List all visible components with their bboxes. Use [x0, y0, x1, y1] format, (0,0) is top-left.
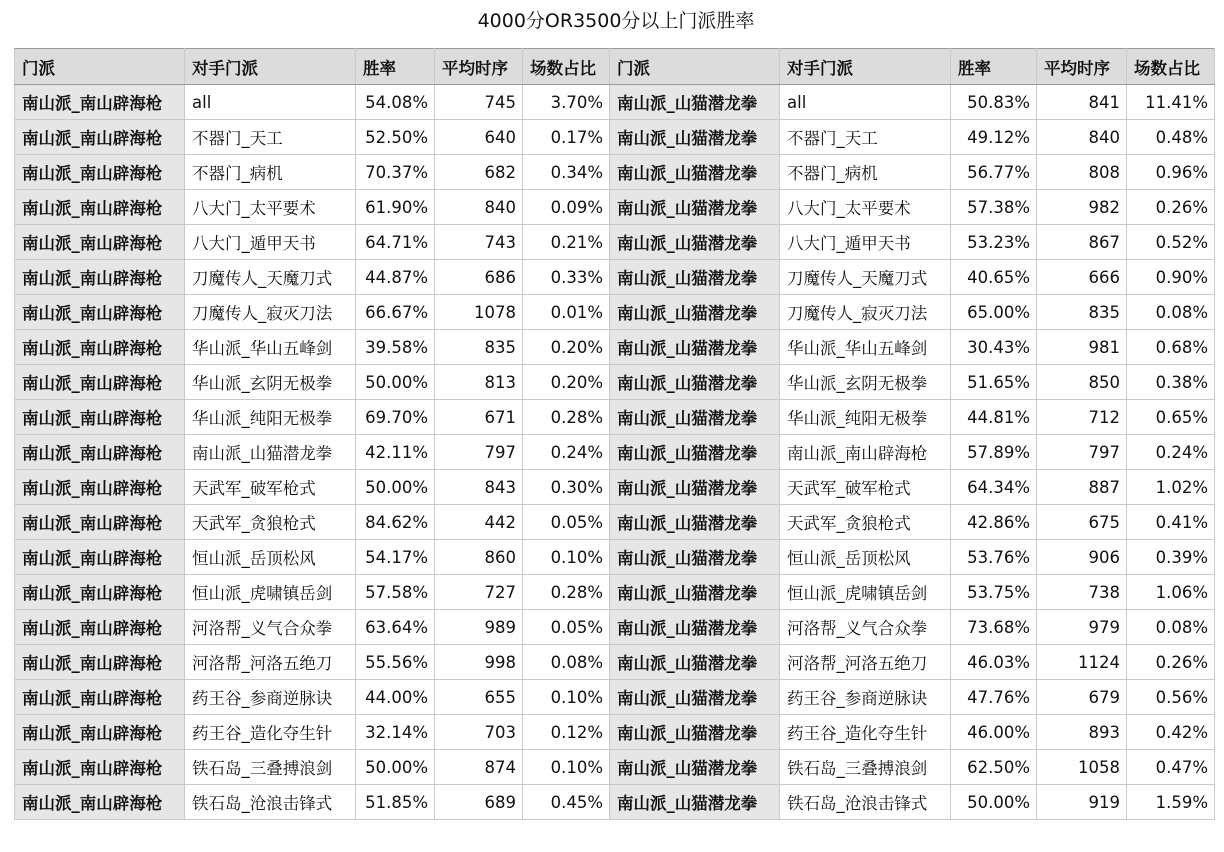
column-header-avg-time: 平均时序: [435, 49, 523, 85]
right-avg-time-cell: 867: [1037, 225, 1127, 260]
table-row: [15, 505, 1215, 540]
left-win-rate-cell: 51.85%: [356, 785, 435, 820]
right-opponent-cell: 天武军_贪狼枪式: [780, 505, 951, 540]
table-row: [15, 155, 1215, 190]
right-match-share-cell: 0.24%: [1127, 435, 1215, 470]
right-sect-cell: 南山派_山猫潜龙拳: [610, 330, 780, 365]
right-opponent-cell: 河洛帮_河洛五绝刀: [780, 645, 951, 680]
right-sect-cell: 南山派_山猫潜龙拳: [610, 680, 780, 715]
left-win-rate-cell: 57.58%: [356, 575, 435, 610]
left-match-share-cell: 0.12%: [523, 715, 610, 750]
left-match-share-cell: 0.28%: [523, 400, 610, 435]
left-match-share-cell: 0.05%: [523, 610, 610, 645]
right-opponent-cell: 不器门_病机: [780, 155, 951, 190]
right-opponent-cell: 八大门_太平要术: [780, 190, 951, 225]
right-win-rate-cell: 64.34%: [951, 470, 1037, 505]
left-win-rate-cell: 44.00%: [356, 680, 435, 715]
right-sect-cell: 南山派_山猫潜龙拳: [610, 540, 780, 575]
column-header-win-rate: 胜率: [951, 49, 1037, 85]
right-avg-time-cell: 841: [1037, 85, 1127, 120]
left-opponent-cell: 华山派_华山五峰剑: [185, 330, 356, 365]
right-opponent-cell: 南山派_南山辟海枪: [780, 435, 951, 470]
left-avg-time-cell: 689: [435, 785, 523, 820]
right-match-share-cell: 0.65%: [1127, 400, 1215, 435]
left-opponent-cell: 八大门_遁甲天书: [185, 225, 356, 260]
left-opponent-cell: 药王谷_参商逆脉诀: [185, 680, 356, 715]
right-opponent-cell: all: [780, 85, 951, 120]
right-avg-time-cell: 1124: [1037, 645, 1127, 680]
table-row: [15, 715, 1215, 750]
left-sect-cell: 南山派_南山辟海枪: [15, 470, 185, 505]
win-rate-table: [14, 48, 1215, 820]
left-opponent-cell: 南山派_山猫潜龙拳: [185, 435, 356, 470]
left-avg-time-cell: 442: [435, 505, 523, 540]
right-match-share-cell: 0.26%: [1127, 645, 1215, 680]
right-win-rate-cell: 53.76%: [951, 540, 1037, 575]
right-match-share-cell: 1.06%: [1127, 575, 1215, 610]
left-sect-cell: 南山派_南山辟海枪: [15, 645, 185, 680]
right-match-share-cell: 1.59%: [1127, 785, 1215, 820]
page-title: 4000分OR3500分以上门派胜率: [477, 10, 755, 32]
left-avg-time-cell: 655: [435, 680, 523, 715]
left-match-share-cell: 0.28%: [523, 575, 610, 610]
right-avg-time-cell: 887: [1037, 470, 1127, 505]
right-opponent-cell: 铁石岛_沧浪击锋式: [780, 785, 951, 820]
right-sect-cell: 南山派_山猫潜龙拳: [610, 260, 780, 295]
right-avg-time-cell: 738: [1037, 575, 1127, 610]
right-sect-cell: 南山派_山猫潜龙拳: [610, 365, 780, 400]
left-sect-cell: 南山派_南山辟海枪: [15, 155, 185, 190]
left-avg-time-cell: 874: [435, 750, 523, 785]
right-match-share-cell: 0.68%: [1127, 330, 1215, 365]
left-opponent-cell: 天武军_破军枪式: [185, 470, 356, 505]
right-win-rate-cell: 49.12%: [951, 120, 1037, 155]
right-win-rate-cell: 30.43%: [951, 330, 1037, 365]
right-opponent-cell: 恒山派_虎啸镇岳剑: [780, 575, 951, 610]
left-opponent-cell: 恒山派_岳顶松风: [185, 540, 356, 575]
right-sect-cell: 南山派_山猫潜龙拳: [610, 295, 780, 330]
left-win-rate-cell: 54.08%: [356, 85, 435, 120]
right-opponent-cell: 刀魔传人_寂灭刀法: [780, 295, 951, 330]
right-sect-cell: 南山派_山猫潜龙拳: [610, 785, 780, 820]
right-opponent-cell: 华山派_玄阴无极拳: [780, 365, 951, 400]
left-match-share-cell: 0.17%: [523, 120, 610, 155]
left-sect-cell: 南山派_南山辟海枪: [15, 400, 185, 435]
left-avg-time-cell: 840: [435, 190, 523, 225]
right-opponent-cell: 天武军_破军枪式: [780, 470, 951, 505]
right-win-rate-cell: 73.68%: [951, 610, 1037, 645]
left-opponent-cell: 铁石岛_沧浪击锋式: [185, 785, 356, 820]
right-avg-time-cell: 906: [1037, 540, 1127, 575]
right-sect-cell: 南山派_山猫潜龙拳: [610, 470, 780, 505]
table-row: [15, 750, 1215, 785]
left-match-share-cell: 0.05%: [523, 505, 610, 540]
left-sect-cell: 南山派_南山辟海枪: [15, 330, 185, 365]
right-match-share-cell: 0.52%: [1127, 225, 1215, 260]
left-avg-time-cell: 745: [435, 85, 523, 120]
right-avg-time-cell: 797: [1037, 435, 1127, 470]
left-win-rate-cell: 66.67%: [356, 295, 435, 330]
right-win-rate-cell: 57.89%: [951, 435, 1037, 470]
left-match-share-cell: 0.01%: [523, 295, 610, 330]
right-match-share-cell: 0.08%: [1127, 295, 1215, 330]
left-match-share-cell: 0.10%: [523, 750, 610, 785]
left-sect-cell: 南山派_南山辟海枪: [15, 190, 185, 225]
right-sect-cell: 南山派_山猫潜龙拳: [610, 400, 780, 435]
right-opponent-cell: 华山派_华山五峰剑: [780, 330, 951, 365]
table-row: [15, 470, 1215, 505]
left-win-rate-cell: 52.50%: [356, 120, 435, 155]
left-match-share-cell: 0.24%: [523, 435, 610, 470]
left-opponent-cell: 天武军_贪狼枪式: [185, 505, 356, 540]
right-opponent-cell: 药王谷_造化夺生针: [780, 715, 951, 750]
right-win-rate-cell: 62.50%: [951, 750, 1037, 785]
left-match-share-cell: 0.08%: [523, 645, 610, 680]
right-match-share-cell: 0.08%: [1127, 610, 1215, 645]
right-opponent-cell: 恒山派_岳顶松风: [780, 540, 951, 575]
left-match-share-cell: 0.09%: [523, 190, 610, 225]
right-match-share-cell: 0.96%: [1127, 155, 1215, 190]
left-win-rate-cell: 39.58%: [356, 330, 435, 365]
right-avg-time-cell: 893: [1037, 715, 1127, 750]
left-sect-cell: 南山派_南山辟海枪: [15, 715, 185, 750]
right-avg-time-cell: 675: [1037, 505, 1127, 540]
left-opponent-cell: 铁石岛_三叠搏浪剑: [185, 750, 356, 785]
left-opponent-cell: 华山派_纯阳无极拳: [185, 400, 356, 435]
right-sect-cell: 南山派_山猫潜龙拳: [610, 610, 780, 645]
column-header-opponent: 对手门派: [780, 49, 951, 85]
right-opponent-cell: 河洛帮_义气合众拳: [780, 610, 951, 645]
column-header-match-share: 场数占比: [523, 49, 610, 85]
right-win-rate-cell: 42.86%: [951, 505, 1037, 540]
left-win-rate-cell: 50.00%: [356, 365, 435, 400]
left-opponent-cell: 华山派_玄阴无极拳: [185, 365, 356, 400]
left-win-rate-cell: 70.37%: [356, 155, 435, 190]
right-win-rate-cell: 65.00%: [951, 295, 1037, 330]
right-sect-cell: 南山派_山猫潜龙拳: [610, 120, 780, 155]
left-win-rate-cell: 64.71%: [356, 225, 435, 260]
right-opponent-cell: 铁石岛_三叠搏浪剑: [780, 750, 951, 785]
left-avg-time-cell: 671: [435, 400, 523, 435]
right-win-rate-cell: 46.03%: [951, 645, 1037, 680]
table-row: [15, 575, 1215, 610]
right-opponent-cell: 八大门_遁甲天书: [780, 225, 951, 260]
right-match-share-cell: 11.41%: [1127, 85, 1215, 120]
right-match-share-cell: 0.56%: [1127, 680, 1215, 715]
left-sect-cell: 南山派_南山辟海枪: [15, 85, 185, 120]
table-row: [15, 400, 1215, 435]
left-win-rate-cell: 44.87%: [356, 260, 435, 295]
right-win-rate-cell: 53.75%: [951, 575, 1037, 610]
column-header-sect: 门派: [610, 49, 780, 85]
left-opponent-cell: 刀魔传人_天魔刀式: [185, 260, 356, 295]
left-sect-cell: 南山派_南山辟海枪: [15, 365, 185, 400]
left-sect-cell: 南山派_南山辟海枪: [15, 225, 185, 260]
left-win-rate-cell: 61.90%: [356, 190, 435, 225]
left-sect-cell: 南山派_南山辟海枪: [15, 610, 185, 645]
right-match-share-cell: 1.02%: [1127, 470, 1215, 505]
table-row: [15, 120, 1215, 155]
left-match-share-cell: 0.10%: [523, 540, 610, 575]
left-win-rate-cell: 63.64%: [356, 610, 435, 645]
right-sect-cell: 南山派_山猫潜龙拳: [610, 505, 780, 540]
right-avg-time-cell: 981: [1037, 330, 1127, 365]
column-header-win-rate: 胜率: [356, 49, 435, 85]
right-sect-cell: 南山派_山猫潜龙拳: [610, 575, 780, 610]
table-row: [15, 435, 1215, 470]
left-avg-time-cell: 843: [435, 470, 523, 505]
right-match-share-cell: 0.38%: [1127, 365, 1215, 400]
left-opponent-cell: 不器门_病机: [185, 155, 356, 190]
table-row: [15, 260, 1215, 295]
right-avg-time-cell: 850: [1037, 365, 1127, 400]
left-win-rate-cell: 50.00%: [356, 470, 435, 505]
table-row: [15, 190, 1215, 225]
left-sect-cell: 南山派_南山辟海枪: [15, 785, 185, 820]
left-avg-time-cell: 686: [435, 260, 523, 295]
left-avg-time-cell: 703: [435, 715, 523, 750]
right-avg-time-cell: 919: [1037, 785, 1127, 820]
table-row: [15, 645, 1215, 680]
right-avg-time-cell: 666: [1037, 260, 1127, 295]
left-opponent-cell: 八大门_太平要术: [185, 190, 356, 225]
right-win-rate-cell: 56.77%: [951, 155, 1037, 190]
right-win-rate-cell: 53.23%: [951, 225, 1037, 260]
left-win-rate-cell: 84.62%: [356, 505, 435, 540]
left-sect-cell: 南山派_南山辟海枪: [15, 750, 185, 785]
left-sect-cell: 南山派_南山辟海枪: [15, 575, 185, 610]
table-row: [15, 540, 1215, 575]
left-win-rate-cell: 55.56%: [356, 645, 435, 680]
left-match-share-cell: 0.20%: [523, 365, 610, 400]
left-sect-cell: 南山派_南山辟海枪: [15, 680, 185, 715]
right-win-rate-cell: 44.81%: [951, 400, 1037, 435]
right-win-rate-cell: 47.76%: [951, 680, 1037, 715]
left-avg-time-cell: 743: [435, 225, 523, 260]
table-row: [15, 225, 1215, 260]
left-opponent-cell: 刀魔传人_寂灭刀法: [185, 295, 356, 330]
left-avg-time-cell: 989: [435, 610, 523, 645]
table-row: [15, 680, 1215, 715]
left-match-share-cell: 0.20%: [523, 330, 610, 365]
left-opponent-cell: 河洛帮_义气合众拳: [185, 610, 356, 645]
right-win-rate-cell: 50.00%: [951, 785, 1037, 820]
right-avg-time-cell: 979: [1037, 610, 1127, 645]
table-row: [15, 330, 1215, 365]
right-avg-time-cell: 835: [1037, 295, 1127, 330]
right-sect-cell: 南山派_山猫潜龙拳: [610, 715, 780, 750]
left-win-rate-cell: 32.14%: [356, 715, 435, 750]
right-match-share-cell: 0.90%: [1127, 260, 1215, 295]
left-avg-time-cell: 727: [435, 575, 523, 610]
column-header-match-share: 场数占比: [1127, 49, 1215, 85]
left-avg-time-cell: 1078: [435, 295, 523, 330]
left-avg-time-cell: 813: [435, 365, 523, 400]
right-match-share-cell: 0.39%: [1127, 540, 1215, 575]
header-row: [15, 49, 1215, 85]
right-opponent-cell: 华山派_纯阳无极拳: [780, 400, 951, 435]
right-avg-time-cell: 679: [1037, 680, 1127, 715]
table-row: [15, 295, 1215, 330]
left-match-share-cell: 0.45%: [523, 785, 610, 820]
left-sect-cell: 南山派_南山辟海枪: [15, 295, 185, 330]
left-sect-cell: 南山派_南山辟海枪: [15, 505, 185, 540]
right-match-share-cell: 0.47%: [1127, 750, 1215, 785]
right-avg-time-cell: 982: [1037, 190, 1127, 225]
right-sect-cell: 南山派_山猫潜龙拳: [610, 435, 780, 470]
right-win-rate-cell: 40.65%: [951, 260, 1037, 295]
left-avg-time-cell: 860: [435, 540, 523, 575]
column-header-avg-time: 平均时序: [1037, 49, 1127, 85]
left-win-rate-cell: 69.70%: [356, 400, 435, 435]
table-row: [15, 365, 1215, 400]
left-opponent-cell: 药王谷_造化夺生针: [185, 715, 356, 750]
right-sect-cell: 南山派_山猫潜龙拳: [610, 190, 780, 225]
right-opponent-cell: 不器门_天工: [780, 120, 951, 155]
left-match-share-cell: 0.10%: [523, 680, 610, 715]
right-win-rate-cell: 51.65%: [951, 365, 1037, 400]
right-avg-time-cell: 840: [1037, 120, 1127, 155]
right-sect-cell: 南山派_山猫潜龙拳: [610, 225, 780, 260]
right-win-rate-cell: 50.83%: [951, 85, 1037, 120]
right-sect-cell: 南山派_山猫潜龙拳: [610, 85, 780, 120]
left-avg-time-cell: 682: [435, 155, 523, 190]
right-match-share-cell: 0.48%: [1127, 120, 1215, 155]
table-row: [15, 610, 1215, 645]
table-row: [15, 85, 1215, 120]
right-win-rate-cell: 57.38%: [951, 190, 1037, 225]
table-row: [15, 785, 1215, 820]
left-opponent-cell: 不器门_天工: [185, 120, 356, 155]
left-opponent-cell: 恒山派_虎啸镇岳剑: [185, 575, 356, 610]
left-avg-time-cell: 640: [435, 120, 523, 155]
right-sect-cell: 南山派_山猫潜龙拳: [610, 645, 780, 680]
left-win-rate-cell: 50.00%: [356, 750, 435, 785]
left-match-share-cell: 0.34%: [523, 155, 610, 190]
column-header-sect: 门派: [15, 49, 185, 85]
left-sect-cell: 南山派_南山辟海枪: [15, 260, 185, 295]
right-sect-cell: 南山派_山猫潜龙拳: [610, 750, 780, 785]
left-avg-time-cell: 998: [435, 645, 523, 680]
left-match-share-cell: 0.30%: [523, 470, 610, 505]
right-opponent-cell: 刀魔传人_天魔刀式: [780, 260, 951, 295]
left-match-share-cell: 0.33%: [523, 260, 610, 295]
left-opponent-cell: all: [185, 85, 356, 120]
right-win-rate-cell: 46.00%: [951, 715, 1037, 750]
right-avg-time-cell: 808: [1037, 155, 1127, 190]
right-match-share-cell: 0.41%: [1127, 505, 1215, 540]
left-opponent-cell: 河洛帮_河洛五绝刀: [185, 645, 356, 680]
right-avg-time-cell: 712: [1037, 400, 1127, 435]
left-match-share-cell: 3.70%: [523, 85, 610, 120]
left-avg-time-cell: 797: [435, 435, 523, 470]
right-match-share-cell: 0.26%: [1127, 190, 1215, 225]
left-sect-cell: 南山派_南山辟海枪: [15, 435, 185, 470]
left-win-rate-cell: 42.11%: [356, 435, 435, 470]
left-avg-time-cell: 835: [435, 330, 523, 365]
right-match-share-cell: 0.42%: [1127, 715, 1215, 750]
right-opponent-cell: 药王谷_参商逆脉诀: [780, 680, 951, 715]
left-sect-cell: 南山派_南山辟海枪: [15, 540, 185, 575]
right-sect-cell: 南山派_山猫潜龙拳: [610, 155, 780, 190]
left-sect-cell: 南山派_南山辟海枪: [15, 120, 185, 155]
left-win-rate-cell: 54.17%: [356, 540, 435, 575]
column-header-opponent: 对手门派: [185, 49, 356, 85]
right-avg-time-cell: 1058: [1037, 750, 1127, 785]
left-match-share-cell: 0.21%: [523, 225, 610, 260]
